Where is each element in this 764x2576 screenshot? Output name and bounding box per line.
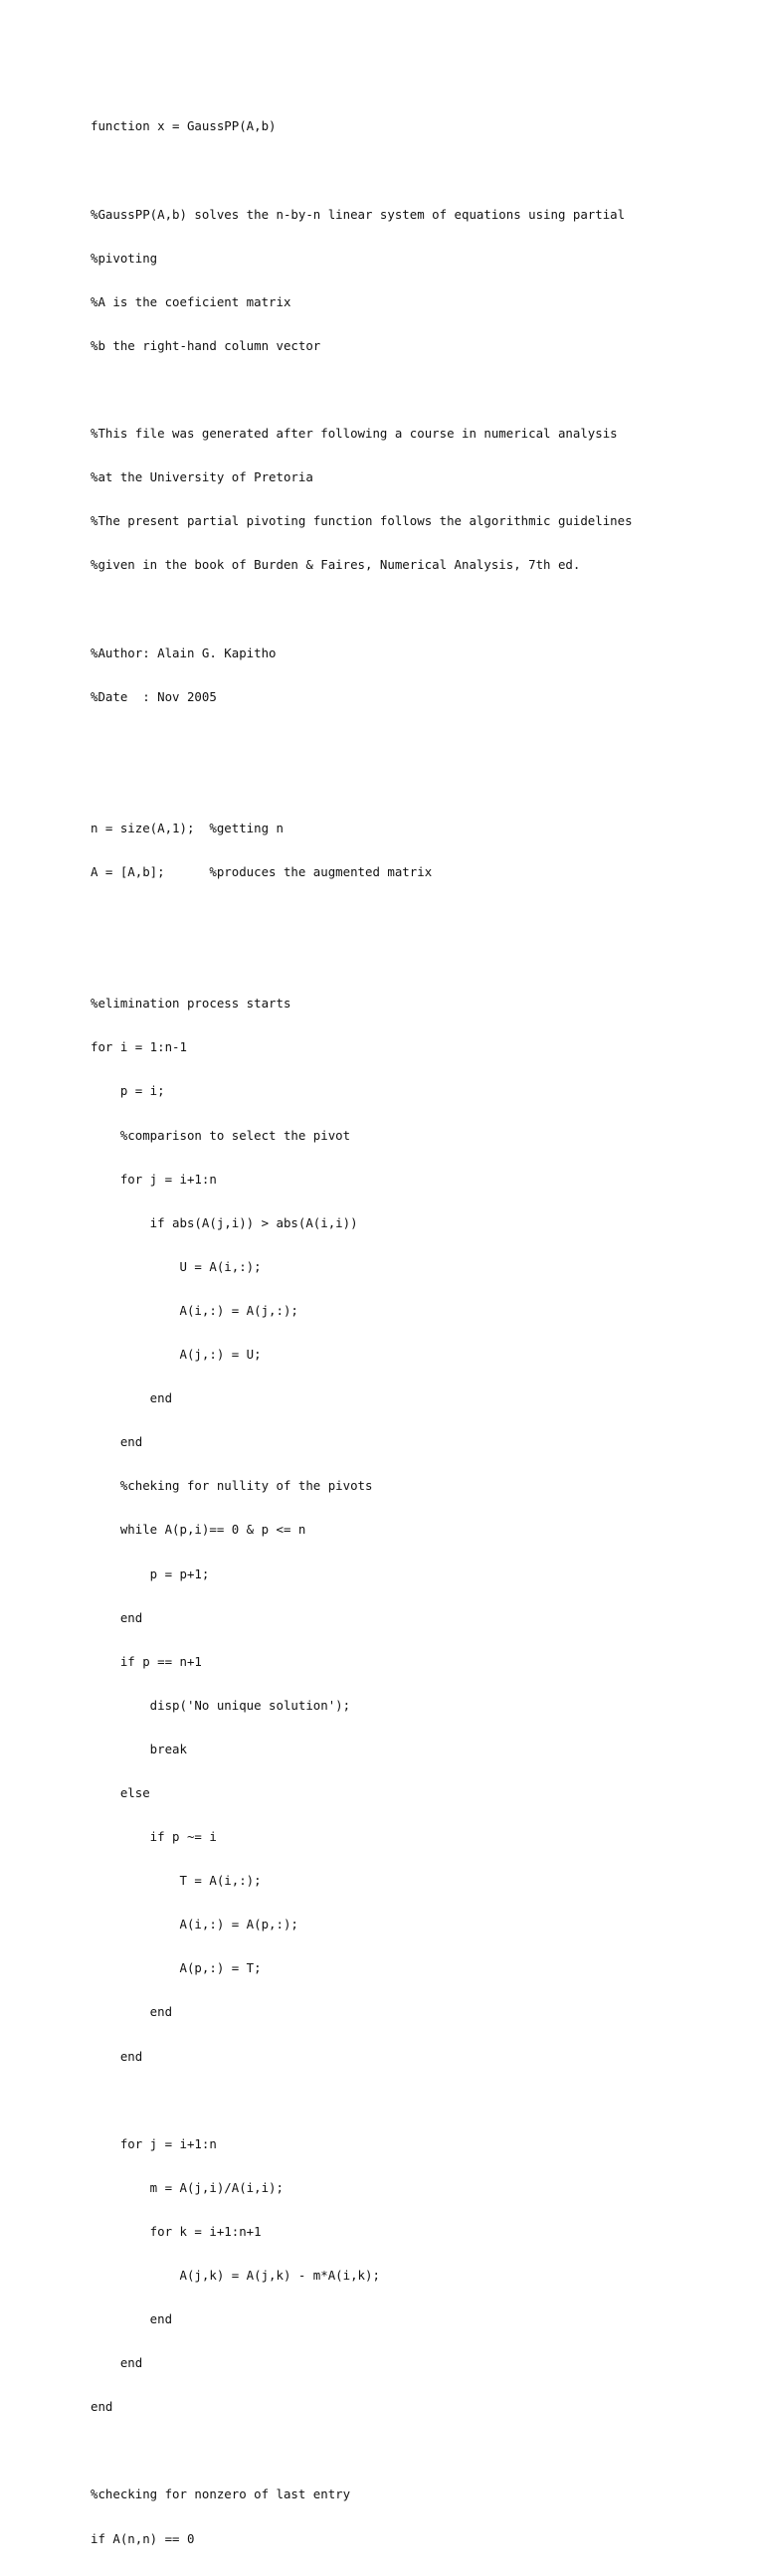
code-line-blank — [91, 602, 747, 617]
code-line-end: end — [91, 2311, 173, 2327]
code-line-blank — [91, 2444, 747, 2459]
code-line-comment-comparison: %comparison to select the pivot — [91, 1127, 351, 1143]
code-line-inner-for: for j = i+1:n — [91, 1171, 217, 1187]
code-line-comment-university: %at the University of Pretoria — [91, 469, 313, 485]
code-line-p-increment: p = p+1; — [91, 1565, 210, 1581]
code-line-end: end — [91, 2399, 113, 2415]
code-line-comment-elimination: %elimination process starts — [91, 996, 291, 1012]
code-line-blank — [91, 164, 747, 179]
code-line-end: end — [91, 2048, 143, 2064]
code-line-else: else — [91, 1784, 150, 1800]
code-line-comment-matrix: %A is the coeficient matrix — [91, 293, 291, 309]
code-line-row-update: A(j,k) = A(j,k) - m*A(i,k); — [91, 2268, 380, 2283]
code-line-elimination-for-j: for j = i+1:n — [91, 2135, 217, 2151]
code-line-size-assignment: n = size(A,1); %getting n — [91, 820, 284, 835]
code-line-swap-row-i: A(i,:) = A(j,:); — [91, 1302, 298, 1318]
code-line-if-p-not-i: if p ~= i — [91, 1829, 217, 1845]
code-line-swap-row-j: A(j,:) = U; — [91, 1347, 262, 1363]
code-line-end: end — [91, 1609, 143, 1625]
code-line-comment-date: %Date : Nov 2005 — [91, 688, 217, 704]
code-line-blank — [91, 953, 747, 968]
code-line-p-assignment: p = i; — [91, 1083, 165, 1099]
code-line-blank — [91, 734, 747, 749]
code-line-multiplier: m = A(j,i)/A(i,i); — [91, 2179, 284, 2195]
code-line-comment-book: %given in the book of Burden & Faires, Numerical Analysis, 7th ed. — [91, 557, 581, 573]
code-line-function-definition: function x = GaussPP(A,b) — [91, 118, 277, 134]
code-line-outer-for: for i = 1:n-1 — [91, 1039, 187, 1055]
code-line-swap-row-i-p: A(i,:) = A(p,:); — [91, 1917, 298, 1932]
code-line-comment-last-entry: %checking for nonzero of last entry — [91, 2486, 351, 2502]
code-line-blank — [91, 383, 747, 398]
code-line-u-assignment: U = A(i,:); — [91, 1258, 262, 1274]
code-line-for-k: for k = i+1:n+1 — [91, 2223, 262, 2239]
code-line-comment-guidelines: %The present partial pivoting function follows the algorithmic guidelines — [91, 513, 633, 529]
code-line-blank — [91, 2094, 747, 2109]
code-line-blank — [91, 909, 747, 924]
code-line-comment-vector: %b the right-hand column vector — [91, 337, 321, 353]
code-line-swap-row-p: A(p,:) = T; — [91, 1960, 262, 1976]
code-line-end: end — [91, 1390, 173, 1406]
code-line-comment-author: %Author: Alain G. Kapitho — [91, 644, 277, 660]
code-line-if-p: if p == n+1 — [91, 1653, 202, 1669]
code-line-comment-pivoting: %pivoting — [91, 250, 158, 266]
code-line-comment-description: %GaussPP(A,b) solves the n-by-n linear system of equations using partial — [91, 206, 626, 222]
code-line-end: end — [91, 1434, 143, 1450]
code-line-if-abs: if abs(A(j,i)) > abs(A(i,i)) — [91, 1214, 358, 1230]
code-line-comment-nullity: %cheking for nullity of the pivots — [91, 1478, 373, 1494]
code-line-end: end — [91, 2355, 143, 2371]
code-line-blank — [91, 778, 747, 793]
code-line-break: break — [91, 1741, 187, 1756]
code-line-while: while A(p,i)== 0 & p <= n — [91, 1522, 306, 1538]
code-line-t-assignment: T = A(i,:); — [91, 1873, 262, 1889]
code-listing — [91, 91, 747, 2576]
code-line-augmented-matrix: A = [A,b]; %produces the augmented matrix — [91, 864, 433, 879]
code-line-disp: disp('No unique solution'); — [91, 1697, 351, 1713]
code-line-comment-course: %This file was generated after following a course in numerical analysis — [91, 426, 618, 442]
code-line-if-last-entry: if A(n,n) == 0 — [91, 2530, 195, 2546]
code-line-end: end — [91, 2004, 173, 2020]
